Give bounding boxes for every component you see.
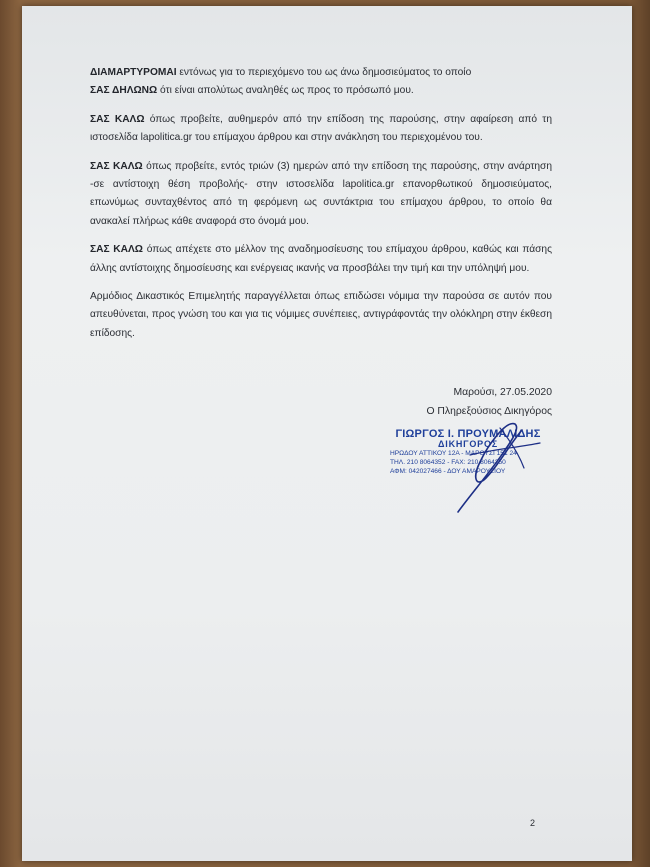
stamp-name: ΓΙΩΡΓΟΣ Ι. ΠΡΟΥΜΑΛΙΔΗΣ (395, 428, 541, 440)
paragraph-abstain: ΣΑΣ ΚΑΛΩ όπως απέχετε στο μέλλον της αναδημοσίευσης του επίμαχου άρθρου, καθώς και πάσης άλλης αντίστοιχης δημοσίευσης και ενέργειας ικανής να προσβάλει την τιμή και την υπόληψή μου. (90, 244, 552, 274)
paragraph-bailiff: Αρμόδιος Δικαστικός Επιμελητής παραγγέλλεται όπως επιδώσει νόμιμα την παρούσα σε αυτόν που απευθύνεται, προς γνώση του και για τις νόμιμες συνέπειες, αντιγράφοντάς την ολόκληρη στην έκθεση επίδοσης. (90, 291, 552, 339)
stamp-tax: ΑΦΜ: 042027466 - ΔΟΥ ΑΜΑΡΟΥΣΙΟΥ (390, 468, 506, 475)
signature-block (352, 383, 552, 421)
stamp-title: ΔΙΚΗΓΟΡΟΣ (438, 439, 498, 449)
paragraph-removal: ΣΑΣ ΚΑΛΩ όπως προβείτε, αυθημερόν από την επίδοση της παρούσης, στην αφαίρεση από τη ιστοσελίδα lapolitica.gr του επίμαχου άρθρου και στην ανάκληση του περιεχομένου του. (90, 113, 552, 144)
stamp-address: ΗΡΩΔΟΥ ΑΤΤΙΚΟΥ 12Α - ΜΑΡΟΥΣΙ 151 24 (390, 450, 517, 457)
stamp-phone: ΤΗΛ. 210 8064352 - FAX: 210 8064350 (390, 459, 506, 466)
lawyer-stamp (388, 428, 548, 476)
place-date: Μαρούσι, 27.05.2020 (453, 387, 552, 398)
paragraph-protest: ΔΙΑΜΑΡΤΥΡΟΜΑΙ εντόνως για το περιεχόμενο του ως άνω δημοσιεύματος το οποίο ΣΑΣ ΔΗΛΩΝΩ ότι είναι απολύτως αναληθές ως προς το πρόσωπό μου. (90, 67, 472, 97)
letter-body (90, 64, 552, 353)
page-number: 2 (530, 818, 536, 828)
paragraph-correction: ΣΑΣ ΚΑΛΩ όπως προβείτε, εντός τριών (3) ημερών από την επίδοση της παρούσης, στην ανάρτηση -σε αντίστοιχη θέση προβολής- στην ιστοσελίδα lapolitica.gr επανορθωτικού δημοσιεύματος, επωνύμως συνταχθέντος από τη φερόμενη ως συντάκτρια του επίμαχου άρθρου, το οποίο θα ανακαλεί πλήρως κάθε αναφορά στο όνομά μου. (90, 160, 552, 227)
signer-role: Ο Πληρεξούσιος Δικηγόρος (426, 406, 552, 417)
